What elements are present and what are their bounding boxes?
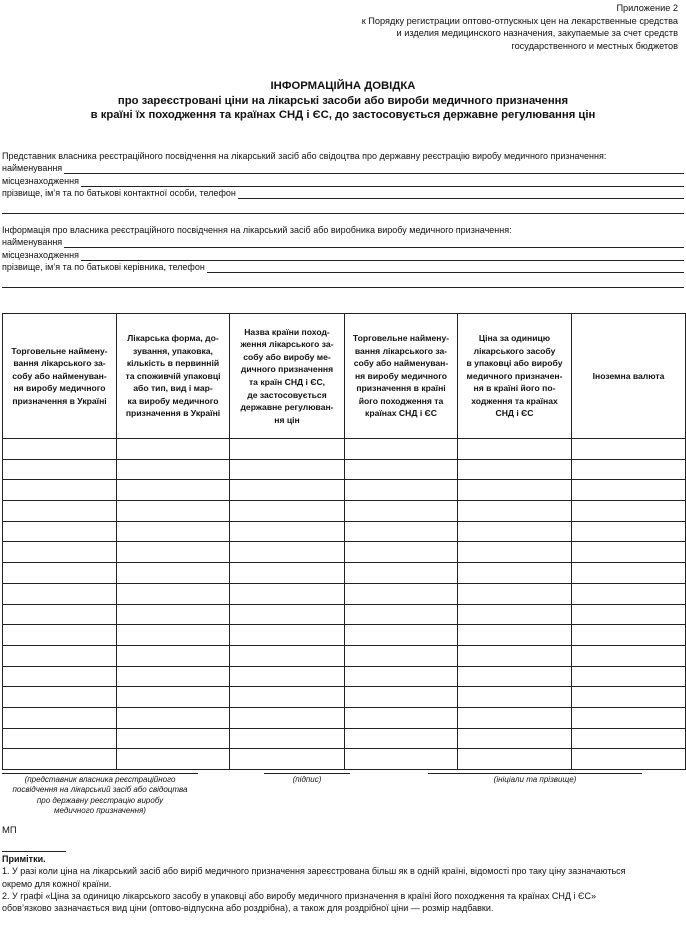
representative-caption bbox=[2, 775, 198, 816]
caption-line: посвідчення на лікарський засіб або свідоцтва bbox=[12, 785, 188, 795]
table-cell[interactable] bbox=[572, 625, 686, 646]
table-cell[interactable] bbox=[345, 501, 458, 522]
table-cell[interactable] bbox=[3, 666, 117, 687]
header-text-line: призначення в Україні bbox=[12, 395, 107, 406]
representative-location-field[interactable] bbox=[2, 174, 684, 186]
representative-intro: Представник власника реєстраційного посвідчення на лікарський засіб або свідоцтва про державну реєстрацію виробу медичного призначення: bbox=[2, 151, 607, 161]
table-cell[interactable] bbox=[458, 501, 572, 522]
table-cell[interactable] bbox=[3, 625, 117, 646]
header-text-line: де застосовується bbox=[247, 389, 327, 400]
table-cell[interactable] bbox=[458, 645, 572, 666]
table-cell[interactable] bbox=[3, 645, 117, 666]
header-text-line: СНД і ЄС bbox=[495, 408, 534, 419]
table-cell[interactable] bbox=[458, 480, 572, 501]
header-text-line: медичного призначен- bbox=[466, 370, 563, 381]
table-row bbox=[3, 666, 686, 687]
table-row bbox=[3, 439, 686, 460]
table-cell[interactable] bbox=[230, 625, 345, 646]
header-text-line: вання лікарського за- bbox=[354, 345, 448, 356]
table-row bbox=[3, 749, 686, 770]
table-cell[interactable] bbox=[572, 521, 686, 542]
table-cell[interactable] bbox=[458, 666, 572, 687]
table-cell[interactable] bbox=[458, 625, 572, 646]
table-cell[interactable] bbox=[117, 459, 230, 480]
title-subheading-line: в країні їх походження та країнах СНД і ЄС, до застосовується державне регулювання цін bbox=[90, 109, 596, 122]
table-cell[interactable] bbox=[572, 563, 686, 584]
appendix-line: и изделия медицинского назначения, закупаемые за счет средств bbox=[396, 28, 678, 38]
table-row bbox=[3, 625, 686, 646]
title-heading: ІНФОРМАЦІЙНА ДОВІДКА bbox=[270, 80, 416, 92]
table-cell[interactable] bbox=[345, 625, 458, 646]
table-cell[interactable] bbox=[458, 707, 572, 728]
header-text-line: зування, упаковка, bbox=[133, 345, 213, 356]
table-cell[interactable] bbox=[117, 521, 230, 542]
note-line: обов’язково зазначається вид ціни (оптово-відпускна або роздрібна), а також для роздрібної ціни — розмір надбавки. bbox=[2, 903, 494, 914]
table-cell[interactable] bbox=[3, 687, 117, 708]
table-cell[interactable] bbox=[117, 604, 230, 625]
header-text-line: Іноземна валюта bbox=[592, 370, 665, 381]
caption-line: про державну реєстрацію виробу bbox=[36, 795, 164, 805]
table-cell[interactable] bbox=[3, 439, 117, 460]
table-cell[interactable] bbox=[3, 728, 117, 749]
notes-section bbox=[2, 853, 684, 914]
fill-line[interactable] bbox=[207, 263, 684, 273]
table-cell[interactable] bbox=[345, 439, 458, 460]
table-cell[interactable] bbox=[345, 707, 458, 728]
table-row bbox=[3, 563, 686, 584]
table-cell[interactable] bbox=[458, 749, 572, 770]
table-cell[interactable] bbox=[572, 480, 686, 501]
table-cell[interactable] bbox=[572, 728, 686, 749]
field-label: прізвище, ім’я та по батькові контактної особи, телефон bbox=[2, 187, 236, 198]
table-cell[interactable] bbox=[230, 728, 345, 749]
owner-section bbox=[2, 224, 684, 288]
appendix-reference bbox=[318, 2, 678, 52]
table-cell[interactable] bbox=[572, 666, 686, 687]
table-cell[interactable] bbox=[117, 625, 230, 646]
table-cell[interactable] bbox=[3, 604, 117, 625]
header-text-line: ня в країні його по- bbox=[473, 383, 556, 394]
table-cell[interactable] bbox=[345, 583, 458, 604]
table-cell[interactable] bbox=[117, 728, 230, 749]
header-text-line: призначення в Україні bbox=[125, 408, 221, 419]
table-cell[interactable] bbox=[117, 501, 230, 522]
table-cell[interactable] bbox=[572, 583, 686, 604]
table-cell[interactable] bbox=[345, 604, 458, 625]
table-row bbox=[3, 501, 686, 522]
table-cell[interactable] bbox=[230, 666, 345, 687]
header-text-line: дичного призначення bbox=[240, 364, 334, 375]
table-cell[interactable] bbox=[230, 604, 345, 625]
table-cell[interactable] bbox=[230, 707, 345, 728]
table-cell[interactable] bbox=[117, 542, 230, 563]
table-cell[interactable] bbox=[458, 687, 572, 708]
appendix-line: к Порядку регистрации оптово-отпускных цен на лекарственные средства bbox=[361, 15, 678, 26]
table-cell[interactable] bbox=[117, 749, 230, 770]
table-cell[interactable] bbox=[345, 459, 458, 480]
table-cell[interactable] bbox=[458, 563, 572, 584]
table-cell[interactable] bbox=[345, 687, 458, 708]
field-label: місцезнаходження bbox=[2, 175, 79, 186]
table-cell[interactable] bbox=[458, 459, 572, 480]
note-line: окремо для кожної країни. bbox=[2, 878, 112, 889]
table-cell[interactable] bbox=[345, 728, 458, 749]
header-text-line: ня виробу медичного bbox=[354, 370, 448, 381]
table-cell[interactable] bbox=[230, 501, 345, 522]
header-text-line: країнах СНД і ЄС bbox=[365, 408, 437, 419]
table-cell[interactable] bbox=[3, 749, 117, 770]
table-cell[interactable] bbox=[117, 707, 230, 728]
header-text-line: в упаковці або виробу bbox=[466, 358, 563, 369]
table-cell[interactable] bbox=[230, 459, 345, 480]
owner-name-field[interactable] bbox=[2, 236, 684, 248]
appendix-line: государственного и местных бюджетов bbox=[511, 40, 678, 51]
header-text-line: його походження та bbox=[358, 395, 444, 406]
initials-caption: (ініціали та прізвище) bbox=[493, 775, 577, 784]
notes-divider bbox=[2, 851, 66, 852]
header-text-line: ка виробу медичного bbox=[127, 395, 219, 406]
notes-title: Примітки. bbox=[2, 854, 46, 864]
extra-fill-line[interactable] bbox=[2, 273, 684, 288]
table-cell[interactable] bbox=[458, 521, 572, 542]
table-cell[interactable] bbox=[3, 501, 117, 522]
table-cell[interactable] bbox=[230, 480, 345, 501]
note-line: 1. У разі коли ціна на лікарський засіб або виріб медичного призначення зареєстрована більш як в одній країні, відомості про таку ціну зазначаються bbox=[2, 866, 626, 877]
table-row bbox=[3, 707, 686, 728]
table-cell[interactable] bbox=[572, 749, 686, 770]
table-cell[interactable] bbox=[572, 687, 686, 708]
caption-line: медичного призначення) bbox=[54, 805, 146, 815]
table-cell[interactable] bbox=[345, 749, 458, 770]
table-cell[interactable] bbox=[230, 563, 345, 584]
owner-intro: Інформація про власника реєстраційного посвідчення на лікарський засіб або виробника виробу медичного призначення: bbox=[2, 225, 512, 235]
fill-line[interactable] bbox=[238, 189, 684, 199]
stamp-place-label: МП bbox=[2, 825, 17, 836]
header-text-line: лікарського засобу bbox=[473, 345, 556, 356]
fill-line[interactable] bbox=[81, 251, 684, 261]
table-cell[interactable] bbox=[230, 645, 345, 666]
header-text-line: ходження та країнах bbox=[471, 395, 558, 406]
table-cell[interactable] bbox=[3, 563, 117, 584]
table-cell[interactable] bbox=[230, 749, 345, 770]
owner-head-field[interactable] bbox=[2, 261, 684, 273]
fill-line[interactable] bbox=[64, 164, 684, 174]
representative-contact-field[interactable] bbox=[2, 187, 684, 199]
table-row bbox=[3, 687, 686, 708]
table-cell[interactable] bbox=[117, 645, 230, 666]
table-row bbox=[3, 459, 686, 480]
table-header-cell bbox=[230, 314, 345, 439]
header-text-line: Назва країни поход- bbox=[244, 326, 330, 337]
field-label: найменування bbox=[2, 237, 63, 248]
table-cell[interactable] bbox=[345, 563, 458, 584]
table-cell[interactable] bbox=[3, 521, 117, 542]
table-cell[interactable] bbox=[230, 583, 345, 604]
table-cell[interactable] bbox=[117, 480, 230, 501]
table-cell[interactable] bbox=[345, 645, 458, 666]
table-header-cell bbox=[3, 314, 117, 439]
field-label: місцезнаходження bbox=[2, 249, 79, 260]
header-text-line: кількість в первинній bbox=[126, 358, 220, 369]
appendix-line: Приложение 2 bbox=[616, 3, 678, 13]
table-header-cell bbox=[572, 314, 686, 439]
table-cell[interactable] bbox=[572, 707, 686, 728]
price-table bbox=[2, 313, 686, 770]
field-label: найменування bbox=[2, 163, 63, 174]
header-text-line: собу або найменуван- bbox=[353, 358, 449, 369]
note-line: 2. У графі «Ціна за одиницю лікарського засобу в упаковці або виробу медичного призначення в країні його походження та країнах СНД і ЄС» bbox=[2, 890, 596, 901]
header-text-line: Лікарська форма, до- bbox=[127, 332, 219, 343]
header-text-line: або тип, вид і мар- bbox=[133, 383, 213, 394]
table-cell[interactable] bbox=[3, 542, 117, 563]
table-cell[interactable] bbox=[572, 604, 686, 625]
owner-location-field[interactable] bbox=[2, 248, 684, 260]
representative-section bbox=[2, 150, 684, 214]
caption-line: (представник власника реєстраційного bbox=[24, 775, 176, 784]
table-cell[interactable] bbox=[458, 583, 572, 604]
table-cell[interactable] bbox=[230, 439, 345, 460]
table-cell[interactable] bbox=[3, 480, 117, 501]
table-cell[interactable] bbox=[572, 501, 686, 522]
table-cell[interactable] bbox=[345, 666, 458, 687]
table-cell[interactable] bbox=[458, 604, 572, 625]
field-label: прізвище, ім’я та по батькові керівника, телефон bbox=[2, 261, 205, 272]
table-cell[interactable] bbox=[117, 687, 230, 708]
table-cell[interactable] bbox=[345, 542, 458, 563]
table-cell[interactable] bbox=[117, 563, 230, 584]
table-cell[interactable] bbox=[117, 583, 230, 604]
table-cell[interactable] bbox=[3, 583, 117, 604]
table-cell[interactable] bbox=[572, 439, 686, 460]
initials-line[interactable] bbox=[428, 773, 642, 774]
table-header-cell bbox=[117, 314, 230, 439]
table-cell[interactable] bbox=[117, 666, 230, 687]
table-row bbox=[3, 604, 686, 625]
header-text-line: призначення в країні bbox=[356, 383, 446, 394]
table-row bbox=[3, 583, 686, 604]
header-text-line: собу або виробу ме- bbox=[243, 351, 331, 362]
table-cell[interactable] bbox=[230, 521, 345, 542]
representative-signature-line[interactable] bbox=[2, 773, 198, 774]
table-cell[interactable] bbox=[345, 480, 458, 501]
table-header-cell bbox=[458, 314, 572, 439]
document-title bbox=[0, 79, 686, 123]
table-cell[interactable] bbox=[345, 521, 458, 542]
header-text-line: ня виробу медичного bbox=[13, 383, 106, 394]
table-cell[interactable] bbox=[458, 728, 572, 749]
table-header-row bbox=[3, 314, 686, 439]
table-header-cell bbox=[345, 314, 458, 439]
representative-name-field[interactable] bbox=[2, 162, 684, 174]
table-cell[interactable] bbox=[230, 687, 345, 708]
table-row bbox=[3, 542, 686, 563]
header-text-line: Торговельне наймену- bbox=[352, 332, 450, 343]
table-cell[interactable] bbox=[572, 645, 686, 666]
table-cell[interactable] bbox=[3, 459, 117, 480]
table-row bbox=[3, 645, 686, 666]
table-cell[interactable] bbox=[572, 542, 686, 563]
header-text-line: вання лікарського за- bbox=[13, 358, 106, 369]
table-cell[interactable] bbox=[458, 542, 572, 563]
table-row bbox=[3, 521, 686, 542]
table-body bbox=[3, 439, 686, 770]
fill-line[interactable] bbox=[81, 177, 684, 187]
extra-fill-line[interactable] bbox=[2, 199, 684, 214]
table-row bbox=[3, 728, 686, 749]
header-text-line: та країн СНД і ЄС, bbox=[248, 377, 326, 387]
fill-line[interactable] bbox=[64, 238, 684, 248]
header-text-line: ня цін bbox=[274, 414, 300, 425]
header-text-line: Торговельне наймену- bbox=[11, 345, 108, 356]
table-cell[interactable] bbox=[117, 439, 230, 460]
signature-caption: (підпис) bbox=[292, 775, 322, 784]
header-text-line: державне регулюван- bbox=[240, 402, 334, 413]
header-text-line: собу або найменуван- bbox=[12, 370, 107, 381]
table-cell[interactable] bbox=[230, 542, 345, 563]
table-cell[interactable] bbox=[572, 459, 686, 480]
header-text-line: Ціна за одиницю bbox=[478, 332, 551, 343]
header-text-line: та споживчій упаковці bbox=[125, 370, 221, 381]
header-text-line: ження лікарського за- bbox=[240, 339, 334, 350]
signature-line[interactable] bbox=[264, 773, 350, 774]
table-cell[interactable] bbox=[3, 707, 117, 728]
table-row bbox=[3, 480, 686, 501]
title-subheading-line: про зареєстровані ціни на лікарські засоби або вироби медичного призначення bbox=[117, 94, 569, 107]
table-cell[interactable] bbox=[458, 439, 572, 460]
